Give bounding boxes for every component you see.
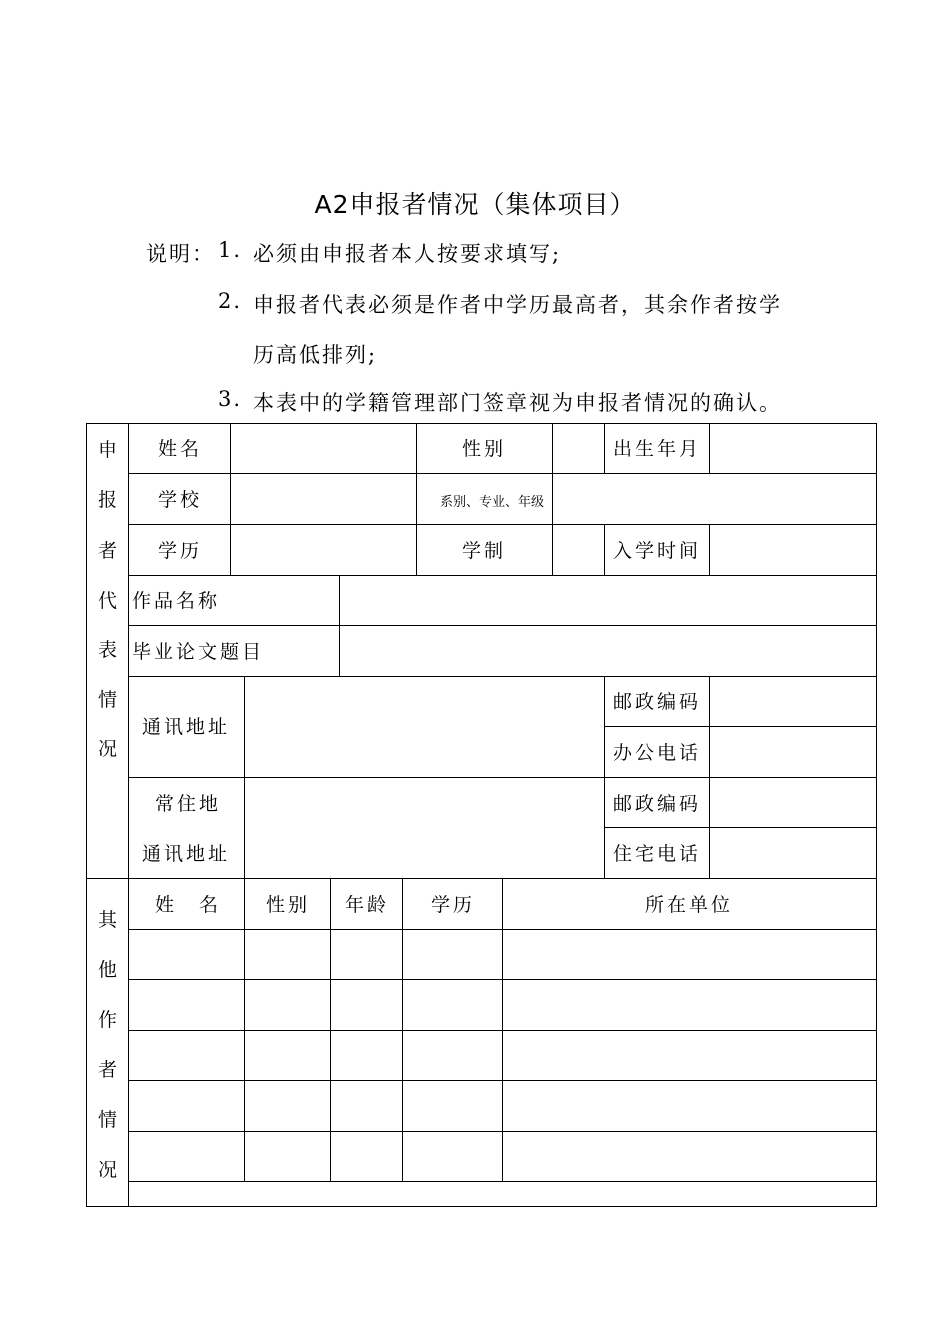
note-text-2b: 历高低排列;: [253, 343, 378, 367]
others-side-char: 作: [97, 1009, 117, 1031]
page-title: A2申报者情况（集体项目）: [314, 190, 636, 219]
label-thesis-title: 毕业论文题目: [132, 641, 265, 663]
rep-side-char: 况: [97, 738, 117, 760]
others-side-char: 情: [97, 1109, 117, 1131]
label-enroll-date: 入学时间: [613, 540, 702, 562]
others-side-char: 他: [97, 959, 117, 981]
rep-side-char: 代: [97, 590, 117, 612]
label-school: 学校: [158, 489, 203, 511]
label-office-phone: 办公电话: [613, 742, 702, 764]
header-education: 学历: [431, 894, 476, 916]
rep-side-char: 报: [97, 489, 117, 511]
note-number-1: 1.: [218, 238, 243, 262]
header-name: 姓 名: [155, 894, 222, 916]
rep-side-char: 情: [97, 689, 117, 711]
others-side-char: 者: [97, 1059, 117, 1081]
note-text-1: 必须由申报者本人按要求填写;: [253, 242, 562, 266]
rep-side-char: 申: [97, 439, 117, 461]
label-postcode-2: 邮政编码: [613, 793, 702, 815]
label-education: 学历: [158, 540, 203, 562]
label-postcode-1: 邮政编码: [613, 691, 702, 713]
note-number-2: 2.: [218, 289, 243, 313]
others-side-char: 其: [97, 909, 117, 931]
header-age: 年龄: [345, 894, 390, 916]
others-side-char: 况: [97, 1159, 117, 1181]
label-name: 姓名: [158, 438, 203, 460]
label-study-system: 学制: [462, 540, 507, 562]
note-text-2a: 申报者代表必须是作者中学历最高者，其余作者按学: [253, 293, 782, 317]
label-gender: 性别: [462, 438, 507, 460]
label-work-title: 作品名称: [132, 590, 221, 612]
header-organization: 所在单位: [645, 894, 734, 916]
note-text-3: 本表中的学籍管理部门签章视为申报者情况的确认。: [253, 391, 782, 415]
rep-side-char: 者: [97, 540, 117, 562]
label-mail-address: 通讯地址: [142, 716, 231, 738]
note-number-3: 3.: [218, 387, 243, 411]
label-home-phone: 住宅电话: [613, 843, 702, 865]
label-dept-major-grade: 系别、专业、年级: [440, 495, 545, 510]
note-prefix: 说明：: [146, 242, 215, 266]
header-gender: 性别: [266, 894, 311, 916]
label-residence-address: 通讯地址: [142, 843, 231, 865]
label-birth: 出生年月: [613, 438, 702, 460]
rep-side-char: 表: [97, 639, 117, 661]
label-permanent-residence: 常住地: [155, 793, 222, 815]
